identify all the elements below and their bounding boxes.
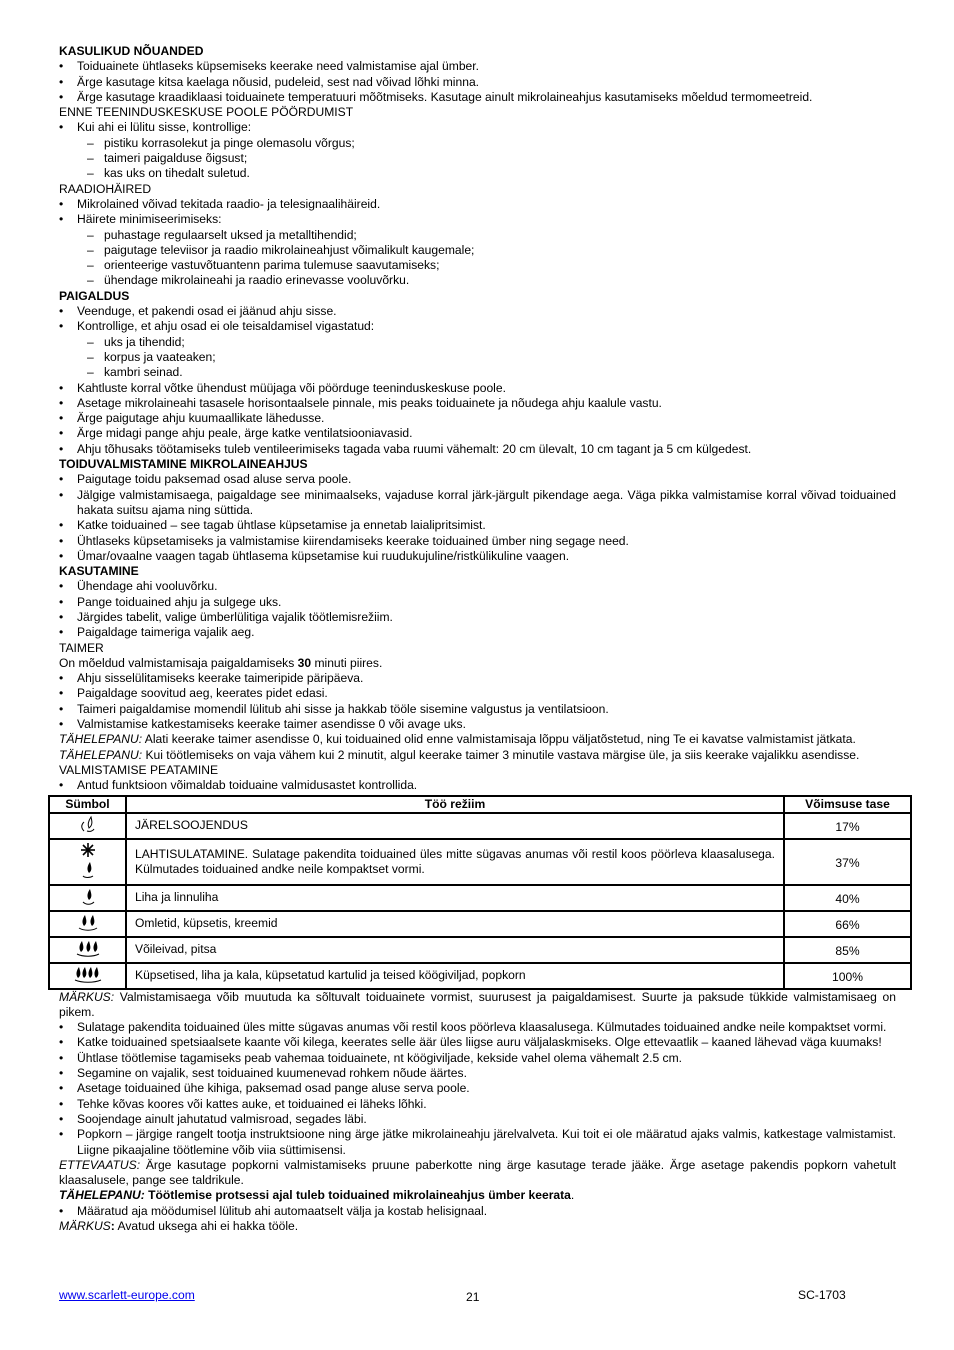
list-item: • Määratud aja möödumisel lülitub ahi automaatselt välja ja kostab helisignaal. <box>59 1204 896 1219</box>
list-item: • Katke toiduained – see tagab ühtlase küpsetamise ja ennetab laialipritsimist. <box>59 518 896 533</box>
list-item: • Paigaldage taimeriga vajalik aeg. <box>59 625 896 640</box>
list-item: • Asetage mikrolaineahi tasasele horisontaalsele pinnale, mis peaks toiduainete ja nõudega ahju kaalule vastu. <box>59 396 896 411</box>
table-row <box>49 963 911 989</box>
defrost-warm-icon <box>49 813 126 839</box>
page-number: 21 <box>466 1290 480 1304</box>
attention-paragraph: TÄHELEPANU: Töötlemise protsessi ajal tuleb toiduained mikrolaineahjus ümber keerata. <box>59 1188 575 1203</box>
power-cell: 85% <box>784 937 911 963</box>
table-header-row <box>49 796 911 813</box>
list-item: • Ärge kasutage kraadiklaasi toiduainete temperatuuri mõõtmiseks. Kasutage ainult mikrolaineahjus kasutamiseks mõeldud termomeetreid. <box>59 90 896 105</box>
sub-item: – kambri seinad. <box>59 365 896 380</box>
table-row <box>49 839 911 885</box>
section-title: PAIGALDUS <box>59 288 130 303</box>
list-item: • Popkorn – järgige rangelt tootja instruktsioone ning ärge jätke mikrolaineahju järelvalveta. Kui toit ei ole määratud ajaks valmis, katkestage valmistamist. Liigne pikaajaline töötlemine võib viia süttimisensi. <box>59 1127 896 1158</box>
list-item: • Segamine on vajalik, sest toiduained kuumenevad rohkem nõude äärtes. <box>59 1066 896 1081</box>
section-title: TAIMER <box>59 640 104 655</box>
note-paragraph: MÄRKUS: Valmistamisaega võib muutuda ka sõltuvalt toiduainete vormist, suurusest ja paigaldamisest. Suurte ja paksude tükkide valmistamisaeg on pikem. <box>59 989 896 1019</box>
sub-item: – kas uks on tihedalt suletud. <box>59 166 896 181</box>
power-cell: 66% <box>784 911 911 937</box>
sub-item: – korpus ja vaateaken; <box>59 350 896 365</box>
list-item: • Ühendage ahi vooluvõrku. <box>59 579 896 594</box>
list-item: • Ärge paigutage ahju kuumaallikate lähedusse. <box>59 411 896 426</box>
power-cell: 40% <box>784 885 911 911</box>
sub-item: – uks ja tihendid; <box>59 335 896 350</box>
power-cell: 17% <box>784 813 911 839</box>
two-flames-icon <box>49 911 126 937</box>
list-item: • Ümar/ovaalne vaagen tagab ühtlasema küpsetamise kui ruudukujuline/ristkülikuline vaagen. <box>59 549 896 564</box>
table-row <box>49 813 911 839</box>
model-number: SC-1703 <box>798 1288 846 1302</box>
list-item: • Ühtlase töötlemise tagamiseks peab vahemaa toiduainete, nt köögiviljade, kekside vahel olema vähemalt 2.5 cm. <box>59 1051 896 1066</box>
list-item: • Jälgige valmistamisaega, paigaldage see minimaalseks, vajaduse korral järk-järgult pikendage aega. Väga pikka valmistamise korral võivad toiduained hakata suitsu ajama ning süttida. <box>59 488 896 519</box>
table-row <box>49 937 911 963</box>
list-item: • Soojendage ainult jahutatud valmisroad, segades läbi. <box>59 1112 896 1127</box>
mode-cell: Võileivad, pitsa <box>126 937 784 963</box>
list-item: • Toiduainete ühtlaseks küpsemiseks keerake need valmistamise ajal ümber. <box>59 59 896 74</box>
list-item: • Pange toiduained ahju ja sulgege uks. <box>59 595 896 610</box>
sub-item: – taimeri paigalduse õigsust; <box>59 151 896 166</box>
section-title: KASUTAMINE <box>59 564 139 579</box>
section-title: RAADIOHÄIRED <box>59 181 152 196</box>
list-item: • Asetage toiduained ühe kihiga, paksemad osad pange aluse serva poole. <box>59 1081 896 1096</box>
list-item: • Tehke kõvas koores või kattes auke, et toiduained ei läheks lõhki. <box>59 1097 896 1112</box>
mode-cell: Omletid, küpsetis, kreemid <box>126 911 784 937</box>
table-row <box>49 911 911 937</box>
table-header: Võimsuse tase <box>784 796 911 813</box>
mode-cell: JÄRELSOOJENDUS <box>126 813 784 839</box>
snowflake-flame-icon <box>49 839 126 885</box>
three-flames-icon <box>49 937 126 963</box>
section-title: TOIDUVALMISTAMINE MIKROLAINEAHJUS <box>59 457 308 472</box>
list-item: • Veenduge, et pakendi osad ei jäänud ahju sisse. <box>59 304 896 319</box>
one-flame-icon <box>49 885 126 911</box>
list-item: • Järgides tabelit, valige ümberlülitiga vajalik töötlemisrežiim. <box>59 610 896 625</box>
sub-item: – orienteerige vastuvõtuantenn parima tulemuse saavutamiseks; <box>59 258 896 273</box>
power-cell: 37% <box>784 839 911 885</box>
section-title: KASULIKUD NÕUANDED <box>59 44 204 58</box>
list-item: • Taimeri paigaldamise momendil lülitub ahi sisse ja hakkab tööle sisemine valgustus ja ventilatsioon. <box>59 702 896 717</box>
sub-item: – pistiku korrasolekut ja pinge olemasolu võrgus; <box>59 136 896 151</box>
mode-cell: Küpsetised, liha ja kala, küpsetatud kartulid ja teised köögiviljad, popkorn <box>126 963 784 989</box>
mode-cell: Liha ja linnuliha <box>126 885 784 911</box>
list-item: • Ahju sisselülitamiseks keerake taimeripide päripäeva. <box>59 671 896 686</box>
list-item: • Kontrollige, et ahju osad ei ole teisaldamisel vigastatud: <box>59 319 896 334</box>
timer-note: TÄHELEPANU: Alati keerake taimer asendisse 0, kui toiduained olid enne valmistamisaja lõppu väljatõstetud, ning Te ei kavatse valmistamist jätkata. <box>59 732 856 747</box>
power-table <box>48 795 912 990</box>
section-title: VALMISTAMISE PEATAMINE <box>59 762 219 777</box>
list-item: • Mikrolained võivad tekitada raadio- ja telesignaalihäireid. <box>59 197 896 212</box>
table-row <box>49 885 911 911</box>
list-item: • Ahju tõhusaks töötamiseks tuleb ventileerimiseks tagada vaba ruumi vähemalt: 20 cm ülevalt, 10 cm tagant ja 5 cm külgedest. <box>59 442 896 457</box>
timer-intro: On mõeldud valmistamisaja paigaldamiseks 30 minuti piires. <box>59 655 383 670</box>
list-item: • Paigaldage soovitud aeg, keerates pidet edasi. <box>59 686 896 701</box>
list-item: • Katke toiduained spetsiaalsete kaante või kilega, keerates selle äär üles liigse auru väljalaskmiseks. Olge ettevaatlik – kaaned lähevad väga kuumaks! <box>59 1035 896 1050</box>
list-item: • Ärge midagi pange ahju peale, ärge katke ventilatsiooniavasid. <box>59 426 896 441</box>
list-item: • Antud funktsioon võimaldab toiduaine valmidusastet kontrollida. <box>59 778 896 793</box>
list-item: • Paigutage toidu paksemad osad aluse serva poole. <box>59 472 896 487</box>
warning-paragraph: ETTEVAATUS: Ärge kasutage popkorni valmistamiseks pruune paberkotte ning ärge kasutage terade jääke. Ärge asetage pakendis popkorn vahetult klaasalusele, pange see taldrikule. <box>59 1157 896 1188</box>
mode-cell: LAHTISULATAMINE. Sulatage pakendita toiduained üles mitte sügavas anumas või restil koos pöörleva klaasalusega. Külmutades toiduained andke neile kompaktset vormi. <box>126 839 784 885</box>
list-item: • Valmistamise katkestamiseks keerake taimer asendisse 0 või avage uks. <box>59 717 896 732</box>
sub-item: – ühendage mikrolaineahi ja raadio erinevasse vooluvõrku. <box>59 273 896 288</box>
list-item: • Häirete minimiseerimiseks: <box>59 212 896 227</box>
list-item: • Kui ahi ei lülitu sisse, kontrollige: <box>59 120 896 135</box>
timer-note: TÄHELEPANU: Kui töötlemiseks on vaja vähem kui 2 minutit, algul keerake taimer 3 minutile vastava märgise üle, ja siis keerake vajalikku asendisse. <box>59 747 860 762</box>
list-item: • Sulatage pakendita toiduained üles mitte sügavas anumas või restil koos pöörleva klaasalusega. Külmutades toiduained andke neile kompaktset vormi. <box>59 1020 896 1035</box>
list-item: • Kahtluste korral võtke ühendust müüjaga või pöörduge teeninduskeskuse poole. <box>59 381 896 396</box>
sub-item: – paigutage televiisor ja raadio mikrolaineahjust võimalikult kaugemale; <box>59 243 896 258</box>
sub-item: – puhastage regulaarselt uksed ja metalltihendid; <box>59 228 896 243</box>
website-link[interactable]: www.scarlett-europe.com <box>59 1288 195 1302</box>
list-item: • Ühtlaseks küpsetamiseks ja valmistamise kiirendamiseks keerake toiduained ümber ning segage need. <box>59 534 896 549</box>
manual-page <box>59 44 896 1234</box>
list-item: • Ärge kasutage kitsa kaelaga nõusid, pudeleid, sest nad võivad lõhki minna. <box>59 75 896 90</box>
four-flames-icon <box>49 963 126 989</box>
table-header: Töö režiim <box>126 796 784 813</box>
table-header: Sümbol <box>49 796 126 813</box>
power-cell: 100% <box>784 963 911 989</box>
section-title: ENNE TEENINDUSKESKUSE POOLE PÖÖRDUMIST <box>59 105 354 120</box>
final-note: MÄRKUS: Avatud uksega ahi ei hakka tööle. <box>59 1219 299 1233</box>
